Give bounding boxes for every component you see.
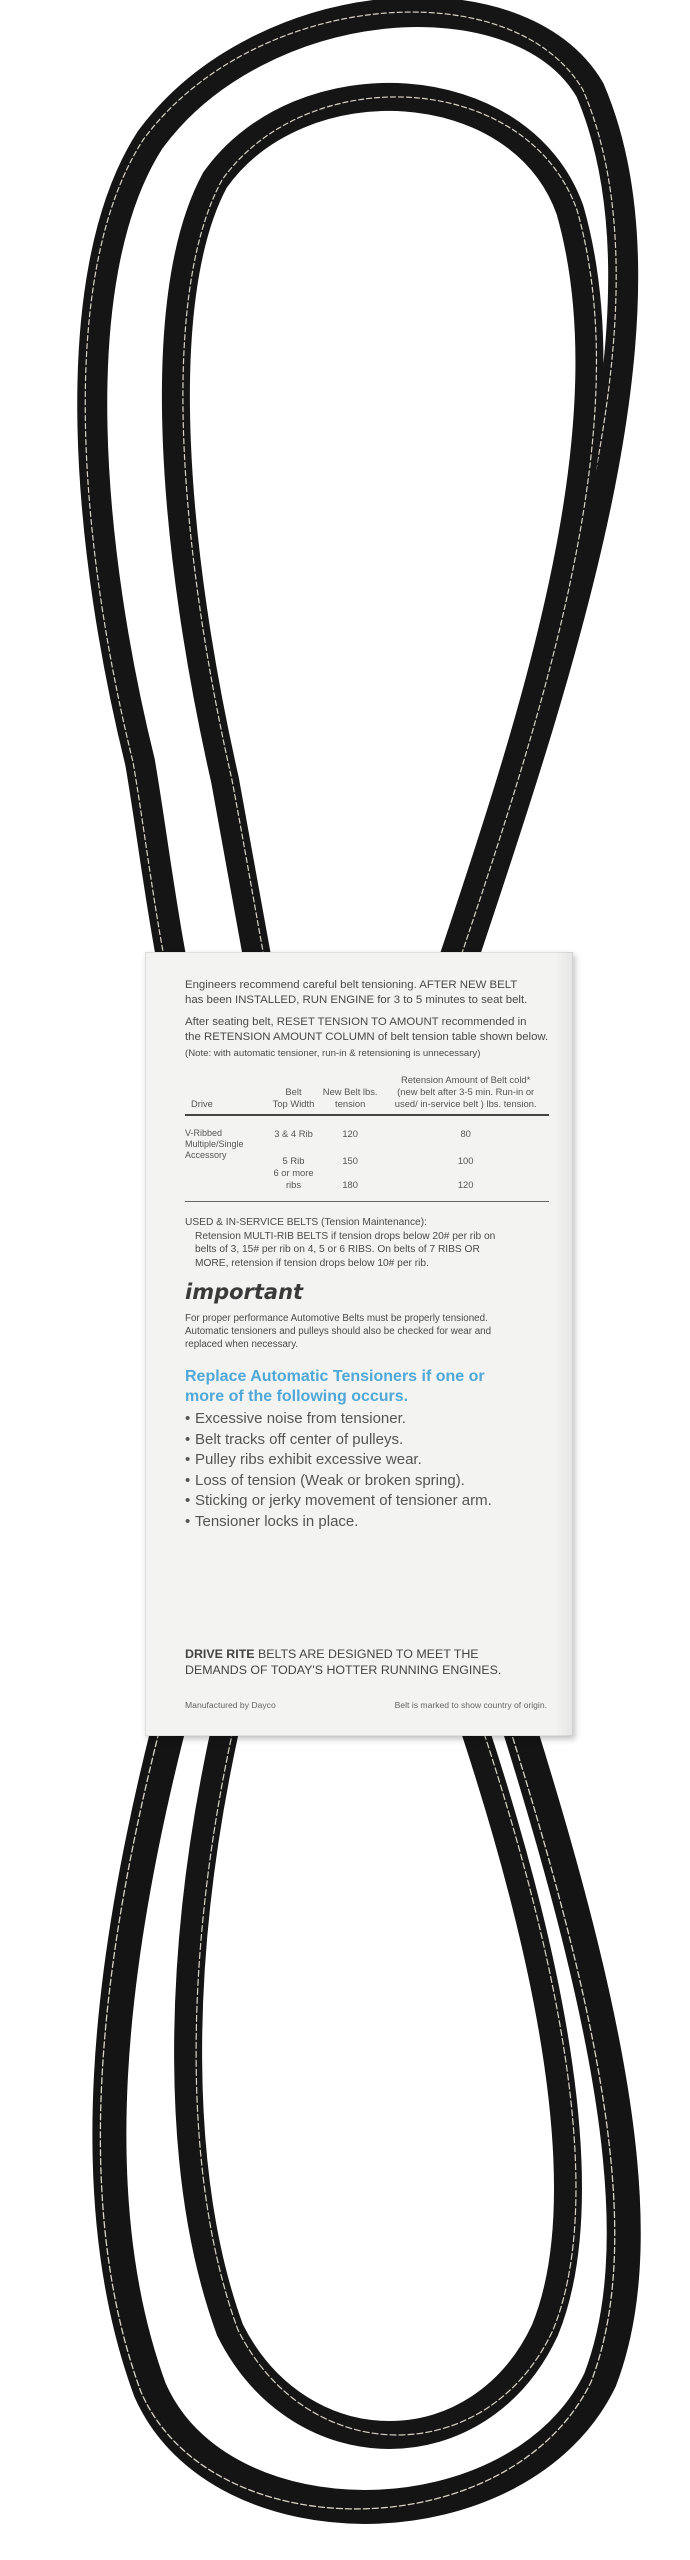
- intro-text: the RETENSION AMOUNT COLUMN of belt tension table shown below.: [185, 1031, 549, 1043]
- table-cell: 120: [457, 1179, 474, 1190]
- replacement-reasons-list: [185, 1409, 549, 1532]
- list-item: • Belt tracks off center of pulleys.: [185, 1430, 549, 1451]
- replace-tensioners-heading: [185, 1367, 549, 1407]
- product-info-tag: [145, 952, 573, 1736]
- col-header-retension-amount: Retension Amount of Belt cold* (new belt after 3-5 min. Run-in or used/ in-service belt ) lbs. tension.: [394, 1074, 537, 1109]
- table-cell: 5 Rib: [282, 1155, 305, 1166]
- used-belts-text: belts of 3, 15# per rib on 4, 5 or 6 RIBS. On belts of 7 RIBS OR: [195, 1244, 480, 1255]
- table-row: [185, 1115, 549, 1140]
- important-heading: important: [185, 1280, 304, 1304]
- table-cell: 100: [457, 1155, 474, 1166]
- col-header-drive: Drive: [191, 1098, 213, 1109]
- table-cell: 80: [460, 1128, 471, 1139]
- drive-rite-statement: [185, 1646, 501, 1678]
- table-cell: 120: [342, 1128, 358, 1139]
- table-header-row: [185, 1074, 549, 1115]
- manufacturer-text: Manufactured by Dayco: [185, 1700, 276, 1710]
- performance-text: Automatic tensioners and pulleys should also be checked for wear and: [185, 1326, 492, 1337]
- drive-type-cell: V-Ribbed Multiple/Single Accessory: [185, 1128, 244, 1160]
- col-header-belt-top-width: Belt Top Width: [272, 1086, 315, 1109]
- drive-rite-text: DEMANDS OF TODAY'S HOTTER RUNNING ENGINES.: [185, 1663, 502, 1677]
- table-cell: 150: [342, 1155, 358, 1166]
- used-belts-text: MORE, retension if tension drops below 10# per rib.: [195, 1257, 429, 1269]
- replace-heading-line: more of the following occurs.: [185, 1388, 409, 1405]
- used-belts-text: Retension MULTI-RIB BELTS if tension drops below 20# per rib on: [195, 1230, 496, 1242]
- used-belts-section: [185, 1216, 549, 1270]
- col-header-new-belt-tension: New Belt lbs. tension: [322, 1086, 378, 1109]
- tag-shadow: [555, 952, 573, 1736]
- intro-text: Engineers recommend careful belt tensioning. AFTER NEW BELT: [185, 979, 518, 991]
- performance-text: For proper performance Automotive Belts must be properly tensioned.: [185, 1313, 488, 1324]
- table-cell: 3 & 4 Rib: [274, 1128, 313, 1139]
- drive-rite-text: BELTS ARE DESIGNED TO MEET THE: [254, 1647, 479, 1661]
- tension-table: [185, 1074, 549, 1202]
- replace-heading-line: Replace Automatic Tensioners if one or: [185, 1368, 485, 1385]
- table-cell: 6 or more ribs: [273, 1167, 314, 1190]
- list-item: • Pulley ribs exhibit excessive wear.: [185, 1450, 549, 1471]
- belt-inner-loop: [176, 97, 597, 962]
- list-item: • Tensioner locks in place.: [185, 1512, 549, 1533]
- intro-text: After seating belt, RESET TENSION TO AMOUNT recommended in: [185, 1016, 527, 1028]
- tag-footer: [185, 1700, 547, 1710]
- intro-note: (Note: with automatic tensioner, run-in & retensioning is unnecessary): [185, 1048, 481, 1059]
- brand-name: DRIVE RITE: [185, 1647, 255, 1661]
- used-belts-heading: USED & IN-SERVICE BELTS (Tension Maintenance):: [185, 1217, 427, 1228]
- list-item: • Excessive noise from tensioner.: [185, 1409, 549, 1430]
- list-item: • Loss of tension (Weak or broken spring).: [185, 1471, 549, 1492]
- origin-text: Belt is marked to show country of origin.: [394, 1700, 547, 1710]
- list-item: • Sticking or jerky movement of tensioner arm.: [185, 1491, 549, 1512]
- table-cell: 180: [342, 1179, 358, 1190]
- performance-text: replaced when necessary.: [185, 1339, 299, 1350]
- intro-text: has been INSTALLED, RUN ENGINE for 3 to 5 minutes to seat belt.: [185, 994, 528, 1006]
- belt-lower-loop: [100, 1730, 623, 2509]
